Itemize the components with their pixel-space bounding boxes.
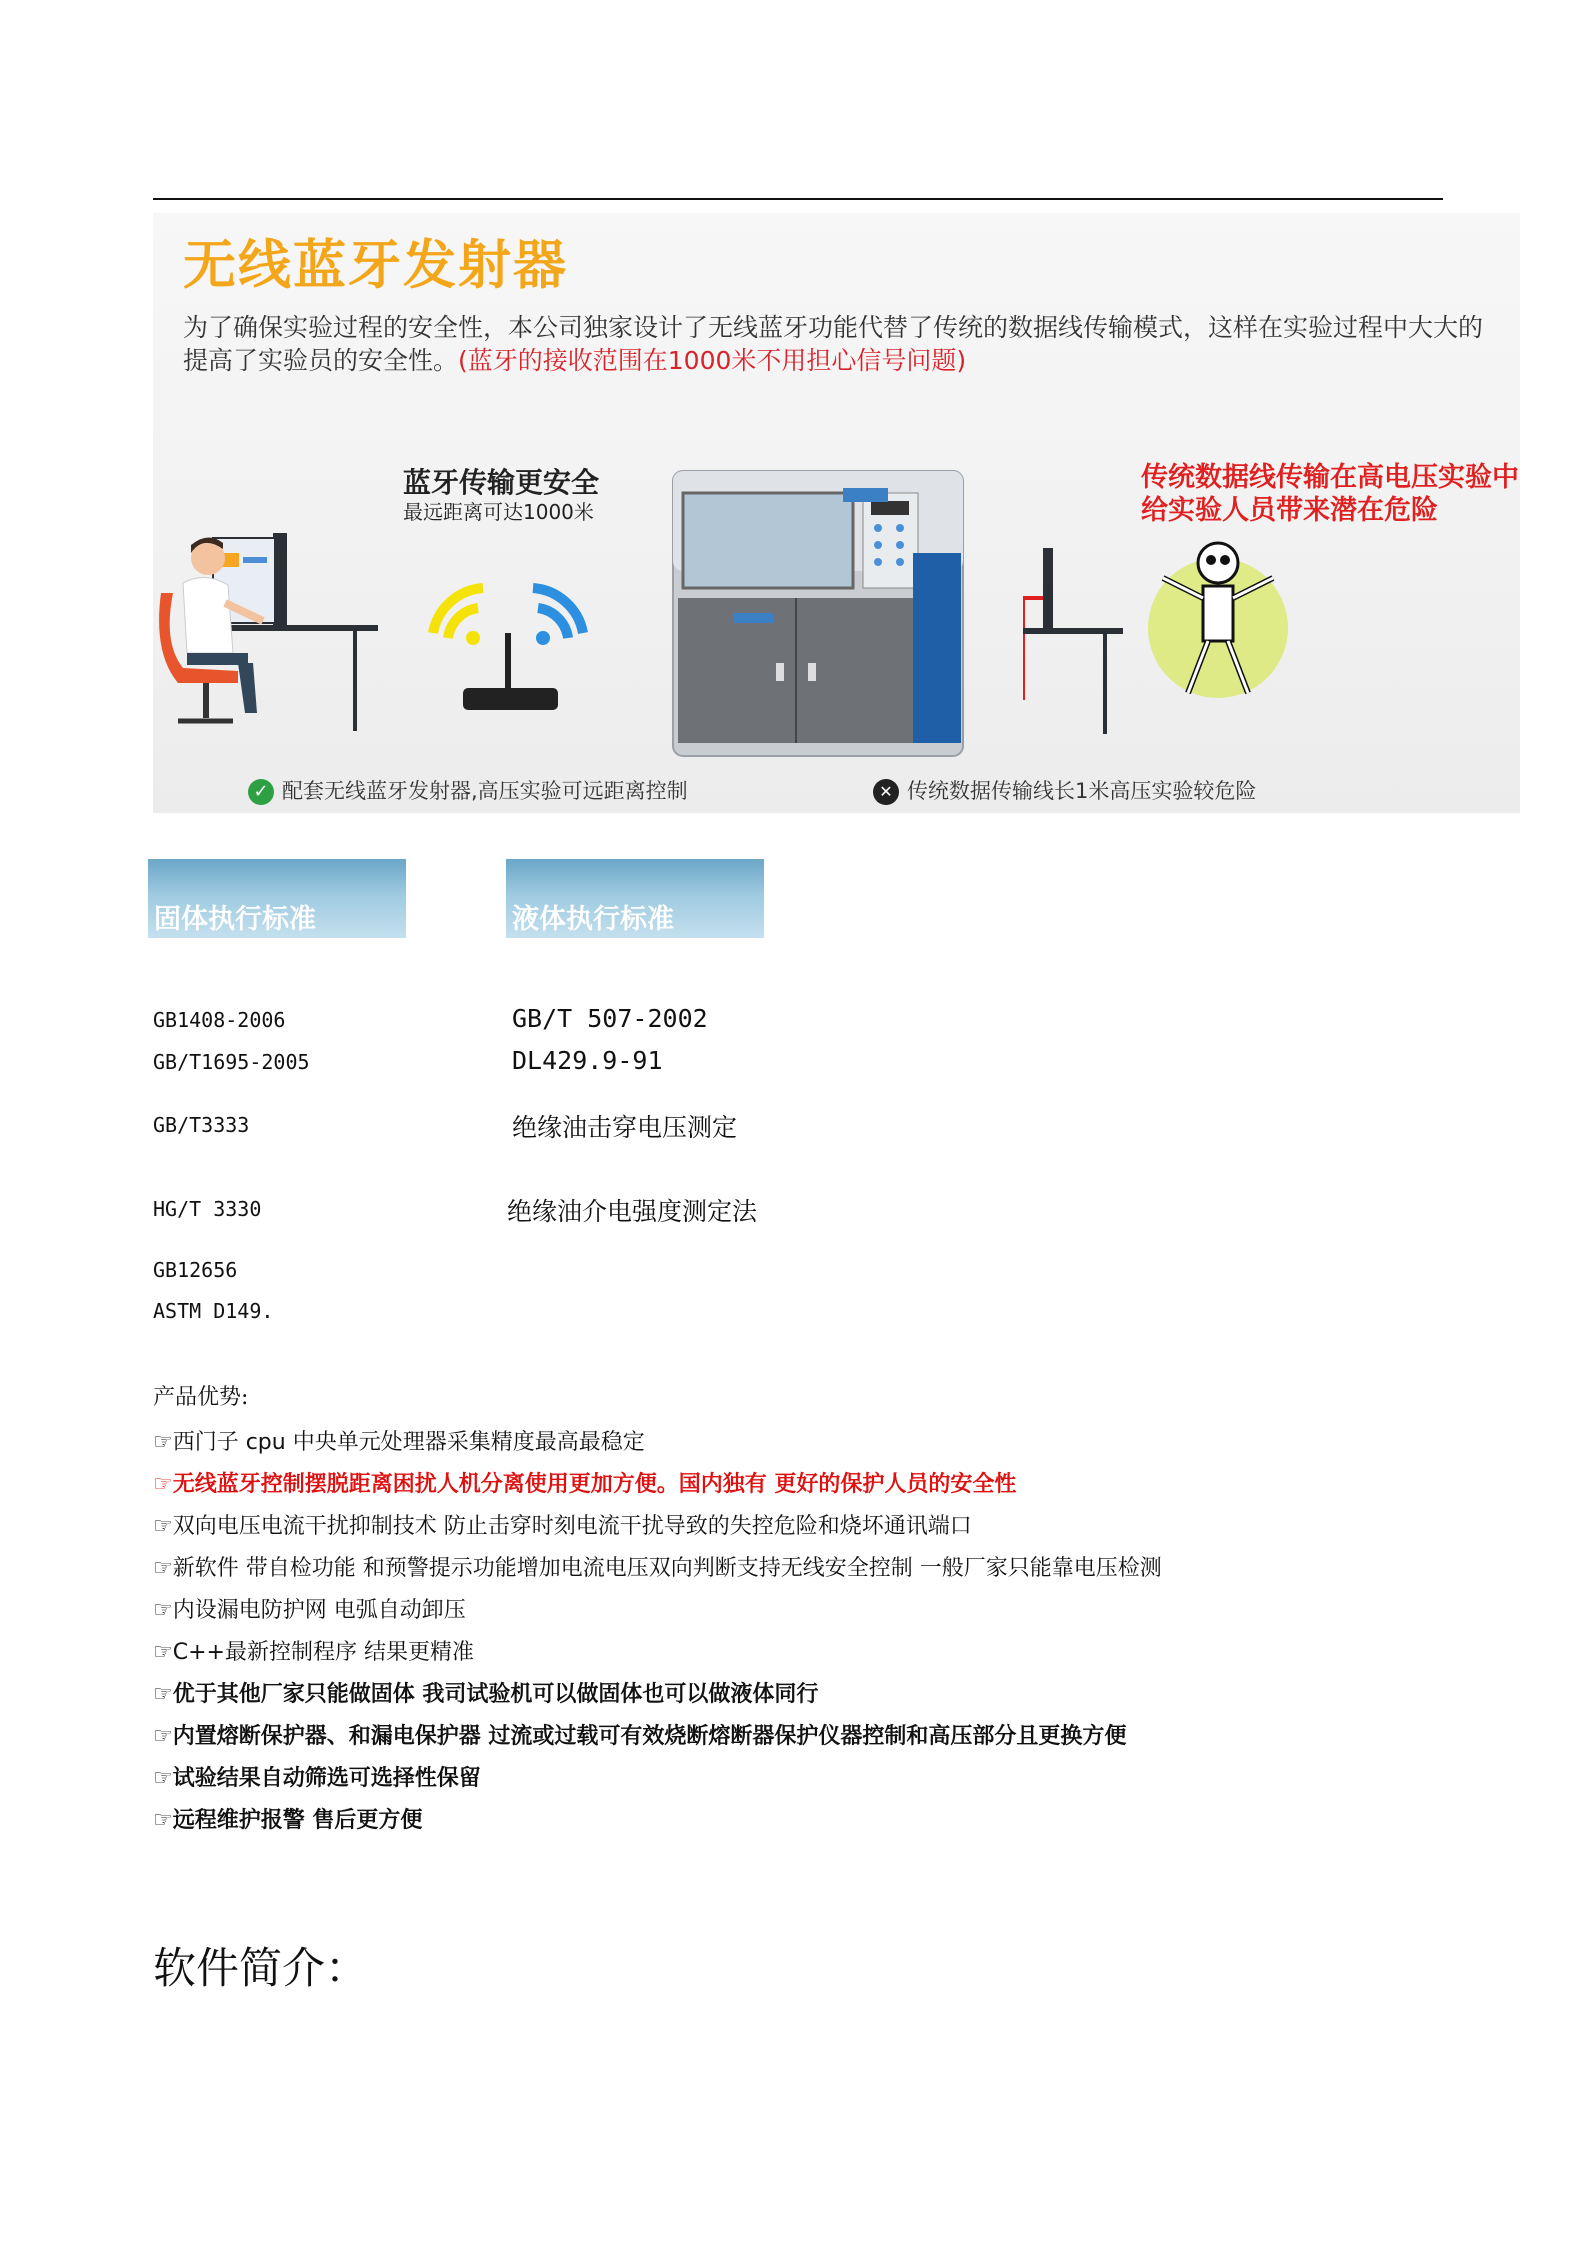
solid-standard-item: HG/T 3330	[153, 1197, 262, 1221]
wireless-router-icon	[403, 563, 613, 733]
solid-standard-item: GB1408-2006	[153, 1008, 286, 1032]
advantage-item: ☞远程维护报警 售后更方便	[153, 1808, 423, 1833]
software-intro-title: 软件简介：	[153, 1944, 368, 1994]
tester-machine-image	[668, 463, 968, 763]
close-icon: ✕	[873, 779, 899, 805]
operator-illustration	[153, 513, 383, 743]
solid-standard-item: GB/T1695-2005	[153, 1050, 310, 1074]
solid-standard-item: GB12656	[153, 1258, 238, 1282]
advantage-item: ☞西门子 cpu 中央单元处理器采集精度最高最稳定	[153, 1430, 645, 1455]
advantage-item: ☞内设漏电防护网 电弧自动卸压	[153, 1598, 466, 1623]
safe-transmission-sublabel: 最远距离可达1000米	[403, 500, 594, 524]
advantage-item: ☞试验结果自动筛选可选择性保留	[153, 1766, 481, 1791]
banner-desc-highlight: (蓝牙的接收范围在1000米不用担心信号问题)	[458, 346, 967, 375]
advantage-item: ☞新软件 带自检功能 和预警提示功能增加电流电压双向判断支持无线安全控制 一般厂家只能靠电压检测	[153, 1556, 1162, 1581]
advantage-item-highlight: ☞无线蓝牙控制摆脱距离困扰人机分离使用更加方便。国内独有 更好的保护人员的安全性	[153, 1472, 1017, 1497]
top-divider	[153, 198, 1443, 200]
banner-description	[183, 311, 1503, 377]
advantage-item: ☞内置熔断保护器、和漏电保护器 过流或过载可有效烧断熔断器保护仪器控制和高压部分且更换方便	[153, 1724, 1127, 1749]
liquid-standard-item: 绝缘油击穿电压测定	[512, 1113, 738, 1142]
liquid-standard-item: DL429.9-91	[512, 1046, 663, 1075]
advantage-item: ☞C++最新控制程序 结果更精准	[153, 1640, 474, 1665]
safe-transmission-label: 蓝牙传输更安全	[403, 466, 600, 499]
solid-standard-item: ASTM D149.	[153, 1299, 274, 1323]
advantage-item: ☞双向电压电流干扰抑制技术 防止击穿时刻电流干扰导致的失控危险和烧坏通讯端口	[153, 1514, 972, 1539]
bluetooth-banner	[153, 213, 1520, 813]
banner-desc-main: 为了确保实验过程的安全性，本公司独家设计了无线蓝牙功能代替了传统的数据线传输模式，这样在实验过程中大大的提高了实验员的安全性。	[183, 313, 1484, 375]
check-icon: ✓	[248, 779, 274, 805]
advantage-item: ☞优于其他厂家只能做固体 我司试验机可以做固体也可以做液体同行	[153, 1682, 819, 1707]
solid-standard-item: GB/T3333	[153, 1113, 250, 1137]
advantages-title: 产品优势:	[153, 1385, 249, 1410]
liquid-standard-item: GB/T 507-2002	[512, 1004, 708, 1033]
liquid-standard-item: 绝缘油介电强度测定法	[507, 1197, 758, 1226]
electrocution-illustration	[1023, 518, 1518, 748]
footer-bad	[873, 775, 1256, 805]
footer-ok-text: 配套无线蓝牙发射器,高压实验可远距离控制	[282, 779, 688, 803]
footer-bad-text: 传统数据传输线长1米高压实验较危险	[907, 779, 1257, 803]
danger-label: 传统数据线传输在高电压实验中给实验人员带来潜在危险	[1141, 462, 1519, 526]
footer-ok	[248, 775, 688, 805]
banner-title: 无线蓝牙发射器	[183, 235, 568, 296]
solid-standards-header: 固体执行标准	[148, 859, 406, 938]
liquid-standards-header: 液体执行标准	[506, 859, 764, 938]
